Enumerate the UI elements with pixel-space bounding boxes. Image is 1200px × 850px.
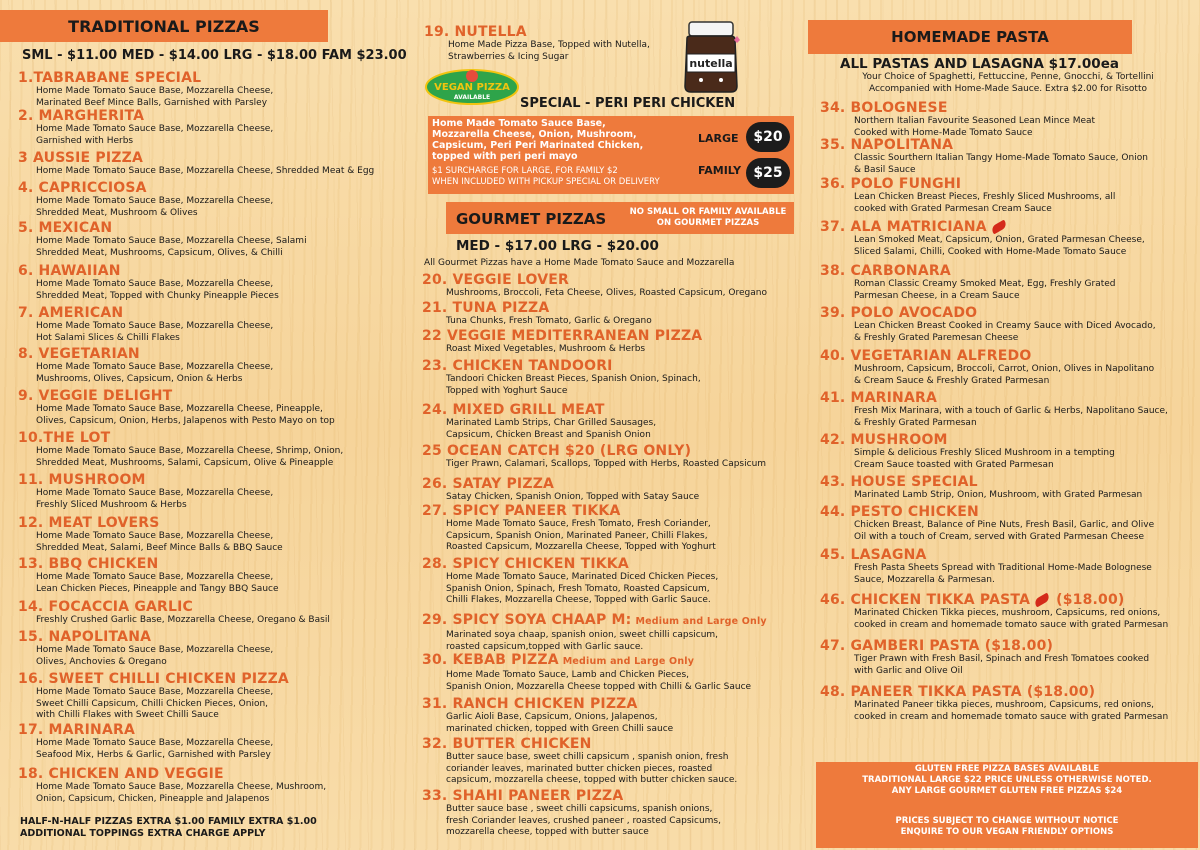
- menu-item-title: [18, 766, 408, 782]
- pasta-item: [820, 474, 1200, 502]
- pasta-item: [820, 638, 1200, 677]
- traditional-pizza-item: [18, 150, 408, 178]
- menu-item-title-text: 16. SWEET CHILLI CHICKEN PIZZA: [18, 671, 289, 687]
- menu-item-title-text: 42. MUSHROOM: [820, 432, 948, 448]
- menu-item-title-text: 44. PESTO CHICKEN: [820, 504, 979, 520]
- menu-item-title-text: 26. SATAY PIZZA: [422, 476, 555, 492]
- menu-item-title: [18, 671, 408, 687]
- pasta-item: [820, 263, 1200, 302]
- pasta-item: [820, 137, 1200, 176]
- menu-item-title-text: 20. VEGGIE LOVER: [422, 272, 570, 288]
- menu-item-title-text: 21. TUNA PIZZA: [422, 300, 550, 316]
- menu-item-price: ($18.00): [1056, 592, 1125, 608]
- traditional-pizza-item: [18, 346, 408, 385]
- gourmet-pizza-item: [422, 443, 812, 471]
- traditional-pizza-item: [18, 305, 408, 344]
- traditional-pizza-item: [18, 722, 408, 761]
- menu-item-title-text: 27. SPICY PANEER TIKKA: [422, 503, 621, 519]
- menu-item-desc: Lean Chicken Breast Cooked in Creamy Sauce with Diced Avocado, & Freshly Grated Paremesan Cheese: [854, 321, 1156, 343]
- menu-item-title: [18, 388, 408, 404]
- traditional-pizza-item: [18, 108, 408, 147]
- pasta-item: [820, 348, 1200, 387]
- menu-item-title: [18, 556, 408, 572]
- menu-item-title-text: 25 OCEAN CATCH $20 (LRG ONLY): [422, 443, 692, 459]
- gourmet-pizza-item: [422, 358, 812, 397]
- menu-item-title-text: 35. NAPOLITANA: [820, 137, 954, 153]
- menu-item-title-text: 47. GAMBERI PASTA ($18.00): [820, 638, 1054, 654]
- menu-item-desc: Home Made Pizza Base, Topped with Nutella, Strawberries & Icing Sugar: [448, 40, 650, 62]
- gourmet-pizza-item: [422, 328, 812, 356]
- gourmet-pizza-item: [422, 476, 812, 504]
- gourmet-pizza-item: [422, 556, 812, 607]
- menu-item-title: [18, 70, 408, 86]
- menu-item-desc: Home Made Tomato Sauce Base, Mozzarella Cheese, Olives, Anchovies & Oregano: [36, 645, 274, 667]
- menu-item-title-text: 46. CHICKEN TIKKA PASTA: [820, 592, 1031, 608]
- menu-item-title: [820, 684, 1200, 700]
- menu-item-title-text: 48. PANEER TIKKA PASTA ($18.00): [820, 684, 1096, 700]
- menu-item-desc: Classic Sourthern Italian Tangy Home-Made Tomato Sauce, Onion & Basil Sauce: [854, 153, 1148, 175]
- menu-item-desc: Home Made Tomato Sauce Base, Mozzarella Cheese, Mushroom, Onion, Capsicum, Chicken, Pineapple and Jalapenos: [36, 782, 327, 804]
- menu-item-title: [422, 476, 812, 492]
- menu-item-title: [422, 788, 812, 804]
- traditional-footer-note: HALF-N-HALF PIZZAS EXTRA $1.00 FAMILY EXTRA $1.00 ADDITIONAL TOPPINGS EXTRA CHARGE APPLY: [20, 816, 317, 839]
- menu-item-title-text: 1.TABRABANE SPECIAL: [18, 70, 202, 86]
- menu-item-desc: Lean Smoked Meat, Capsicum, Onion, Grated Parmesan Cheese, Sliced Salami, Chilli, Cooked with Home-Made Tomato Sauce: [854, 235, 1145, 257]
- gourmet-pizza-item: [422, 300, 812, 328]
- gluten-free-info-box: [816, 762, 1198, 848]
- menu-item-desc: Home Made Tomato Sauce Base, Mozzarella Cheese, Shredded Meat, Topped with Chunky Pineapple Pieces: [36, 279, 279, 301]
- menu-item-title-text: 18. CHICKEN AND VEGGIE: [18, 766, 224, 782]
- vegan-badge-line2: AVAILABLE: [453, 94, 491, 101]
- menu-item-title: 19. NUTELLA: [424, 24, 527, 40]
- menu-item-title-text: 41. MARINARA: [820, 390, 937, 406]
- traditional-pizza-item: [18, 388, 408, 427]
- pasta-item: [820, 432, 1200, 471]
- menu-item-size-note: Medium and Large Only: [562, 656, 695, 667]
- pasta-item: [820, 504, 1200, 543]
- traditional-pizza-item: [18, 599, 408, 627]
- menu-item-title: [422, 652, 812, 670]
- menu-item-title-text: 2. MARGHERITA: [18, 108, 145, 124]
- pasta-item: [820, 684, 1200, 723]
- menu-item-title-text: 24. MIXED GRILL MEAT: [422, 402, 605, 418]
- traditional-pizza-item: [18, 430, 408, 469]
- traditional-pizza-item: [18, 180, 408, 219]
- gourmet-pizza-item: [422, 612, 812, 653]
- menu-item-title: [820, 100, 1200, 116]
- traditional-pizza-item: [18, 629, 408, 668]
- menu-item-title: [18, 263, 408, 279]
- menu-item-title-text: 13. BBQ CHICKEN: [18, 556, 159, 572]
- menu-item-desc: Chicken Breast, Balance of Pine Nuts, Fresh Basil, Garlic, and Olive Oil with a touch of Cream, served with Grated Parmesan Cheese: [854, 520, 1155, 542]
- menu-item-title-text: 40. VEGETARIAN ALFREDO: [820, 348, 1032, 364]
- menu-item-title-text: 45. LASAGNA: [820, 547, 927, 563]
- pasta-header: HOMEMADE PASTA: [808, 20, 1132, 54]
- menu-item-desc: Freshly Crushed Garlic Base, Mozzarella Cheese, Oregano & Basil: [36, 615, 330, 625]
- menu-item-title: [18, 220, 408, 236]
- menu-item-title-text: 29. SPICY SOYA CHAAP M:: [422, 612, 632, 628]
- menu-item-title: [422, 300, 812, 316]
- menu-item-size-note: Medium and Large Only: [635, 616, 767, 627]
- menu-item-desc: Home Made Tomato Sauce Base, Mozzarella Cheese, Shredded Meat, Mushroom & Olives: [36, 196, 274, 218]
- menu-item-desc: Home Made Tomato Sauce Base, Mozzarella Cheese, Garnished with Herbs: [36, 124, 274, 146]
- menu-item-desc: Home Made Tomato Sauce Base, Mozzarella Cheese, Lean Chicken Pieces, Pineapple and Tangy BBQ Sauce: [36, 572, 279, 594]
- special-peri-peri-box: [428, 116, 794, 194]
- menu-item-desc: Home Made Tomato Sauce Base, Mozzarella Cheese, Shrimp, Onion, Shredded Meat, Mushrooms, Salami, Capsicum, Olive & Pineapple: [36, 446, 344, 468]
- gourmet-subtitle: All Gourmet Pizzas have a Home Made Tomato Sauce and Mozzarella: [424, 258, 735, 268]
- menu-item-title-text: 7. AMERICAN: [18, 305, 124, 321]
- menu-item-title: [422, 402, 812, 418]
- menu-item-title: [820, 305, 1200, 321]
- menu-item-desc: Marinated Lamb Strip, Onion, Mushroom, with Grated Parmesan: [854, 490, 1143, 500]
- menu-item-desc: Satay Chicken, Spanish Onion, Topped with Satay Sauce: [446, 492, 700, 502]
- special-large-price: $20: [746, 122, 790, 152]
- menu-item-nutella: [424, 24, 814, 63]
- special-desc: Home Made Tomato Sauce Base, Mozzarella Cheese, Onion, Mushroom, Capsicum, Peri Peri Marinated Chicken, topped with peri peri mayo: [432, 118, 644, 162]
- menu-item-title-text: 31. RANCH CHICKEN PIZZA: [422, 696, 638, 712]
- menu-item-title-text: 32. BUTTER CHICKEN: [422, 736, 592, 752]
- menu-item-desc: Home Made Tomato Sauce, Marinated Diced Chicken Pieces, Spanish Onion, Spinach, Fresh Tomato, Roasted Capsicum, Chilli Flakes, Mozzarella Cheese, Topped with Garlic Sauce.: [446, 572, 719, 605]
- menu-item-title-text: 33. SHAHI PANEER PIZZA: [422, 788, 624, 804]
- special-title: SPECIAL - PERI PERI CHICKEN: [520, 96, 736, 111]
- menu-item-desc: Mushroom, Capsicum, Broccoli, Carrot, Onion, Olives in Napolitano & Cream Sauce & Freshly Grated Parmesan: [854, 364, 1155, 386]
- menu-item-title: [820, 176, 1200, 192]
- menu-item-title-text: 22 VEGGIE MEDITERRANEAN PIZZA: [422, 328, 703, 344]
- menu-item-desc: Marinated soya chaap, spanish onion, sweet chilli capsicum, roasted capsicum,topped with Garlic sauce.: [446, 630, 719, 652]
- traditional-pizza-item: [18, 766, 408, 805]
- menu-item-desc: Fresh Mix Marinara, with a touch of Garlic & Herbs, Napolitano Sauce, & Freshly Grated Parmesan: [854, 406, 1168, 428]
- gluten-free-note: GLUTEN FREE PIZZA BASES AVAILABLE TRADITIONAL LARGE $22 PRICE UNLESS OTHERWISE NOTED. ANY LARGE GOURMET GLUTEN FREE PIZZAS $24: [862, 764, 1152, 796]
- menu-item-title-text: 11. MUSHROOM: [18, 472, 146, 488]
- menu-item-title-text: 6. HAWAIIAN: [18, 263, 121, 279]
- traditional-pizza-item: [18, 671, 408, 722]
- special-note: $1 SURCHARGE FOR LARGE, FOR FAMILY $2 WHEN INCLUDED WITH PICKUP SPECIAL OR DELIVERY: [432, 166, 660, 187]
- menu-item-title: [18, 472, 408, 488]
- menu-item-desc: Tandoori Chicken Breast Pieces, Spanish Onion, Spinach, Topped with Yoghurt Sauce: [446, 374, 701, 396]
- menu-item-title: [18, 629, 408, 645]
- menu-item-desc: Tiger Prawn with Fresh Basil, Spinach and Fresh Tomatoes cooked with Garlic and Olive Oil: [854, 654, 1150, 676]
- menu-item-desc: Butter sauce base , sweet chilli capsicums, spanish onions, fresh Coriander leaves, crushed paneer , roasted Capsicums, mozzarella cheese, topped with butter sauce: [446, 804, 721, 837]
- menu-item-desc: Tiger Prawn, Calamari, Scallops, Topped with Herbs, Roasted Capsicum: [446, 459, 767, 469]
- gourmet-pizza-item: [422, 402, 812, 441]
- menu-item-title-text: 28. SPICY CHICKEN TIKKA: [422, 556, 629, 572]
- traditional-pizza-item: [18, 263, 408, 302]
- menu-item-desc: Home Made Tomato Sauce Base, Mozzarella Cheese, Shredded Meat & Egg: [36, 166, 375, 176]
- gourmet-prices: MED - $17.00 LRG - $20.00: [456, 238, 659, 254]
- menu-item-desc: Roman Classic Creamy Smoked Meat, Egg, Freshly Grated Parmesan Cheese, in a Cream Sauce: [854, 279, 1116, 301]
- pasta-item: [820, 547, 1200, 586]
- menu-item-desc: Home Made Tomato Sauce Base, Mozzarella Cheese, Marinated Beef Mince Balls, Garnished with Parsley: [36, 86, 274, 108]
- menu-item-title: [820, 504, 1200, 520]
- pasta-item: [820, 592, 1200, 631]
- menu-item-title: [820, 219, 1200, 235]
- menu-item-title: [820, 547, 1200, 563]
- menu-item-desc: Roast Mixed Vegetables, Mushroom & Herbs: [446, 344, 646, 354]
- pasta-item: [820, 219, 1200, 258]
- menu-item-title-text: 5. MEXICAN: [18, 220, 113, 236]
- pasta-item: [820, 100, 1200, 139]
- menu-item-title-text: 38. CARBONARA: [820, 263, 951, 279]
- traditional-pizza-item: [18, 515, 408, 554]
- gourmet-pizzas-header-box: [446, 202, 794, 234]
- menu-item-title-text: 15. NAPOLITANA: [18, 629, 152, 645]
- menu-item-desc: Lean Chicken Breast Pieces, Freshly Sliced Mushrooms, all cooked with Grated Parmesan Cream Sauce: [854, 192, 1116, 214]
- pasta-subtitle: Your Choice of Spaghetti, Fettuccine, Penne, Gnocchi, & Tortellini Accompanied with Home-Made Sauce. Extra $2.00 for Risotto: [862, 72, 1154, 94]
- menu-item-title: [820, 390, 1200, 406]
- menu-item-title: [422, 443, 812, 459]
- menu-item-title: [422, 556, 812, 572]
- vegan-pizza-badge: [424, 68, 520, 106]
- special-family-label: FAMILY: [698, 164, 742, 177]
- menu-item-title: [820, 592, 1200, 608]
- menu-item-desc: Marinated Paneer tikka pieces, mushroom, Capsicums, red onions, cooked in cream and homemade tomato sauce with grated Parmesan: [854, 700, 1169, 722]
- gourmet-pizza-item: [422, 503, 812, 554]
- menu-item-title-text: 17. MARINARA: [18, 722, 135, 738]
- menu-item-desc: Home Made Tomato Sauce Base, Mozzarella Cheese, Salami Shredded Meat, Mushrooms, Capsicum, Olives, & Chilli: [36, 236, 307, 258]
- prices-disclaimer: PRICES SUBJECT TO CHANGE WITHOUT NOTICE ENQUIRE TO OUR VEGAN FRIENDLY OPTIONS: [895, 816, 1119, 837]
- menu-item-title: [422, 612, 812, 630]
- menu-item-title-text: 9. VEGGIE DELIGHT: [18, 388, 173, 404]
- nutella-jar-icon: [681, 20, 741, 94]
- menu-item-title: [820, 137, 1200, 153]
- menu-item-title: [820, 638, 1200, 654]
- menu-item-desc: Home Made Tomato Sauce, Fresh Tomato, Fresh Coriander, Capsicum, Spanish Onion, Marinated Paneer, Chilli Flakes, Roasted Capsicum, Mozzarella Cheese, Topped with Yoghurt: [446, 519, 716, 552]
- menu-item-title: [18, 430, 408, 446]
- menu-item-desc: Home Made Tomato Sauce Base, Mozzarella Cheese, Sweet Chilli Capsicum, Chilli Chicken Pieces, Onion, with Chilli Flakes with Sweet Chilli Sauce: [36, 687, 274, 720]
- menu-item-title: [18, 722, 408, 738]
- menu-item-title: [18, 599, 408, 615]
- menu-item-desc: Home Made Tomato Sauce, Lamb and Chicken Pieces, Spanish Onion, Mozzarella Cheese topped with Chilli & Garlic Sauce: [446, 670, 752, 692]
- menu-item-title-text: 12. MEAT LOVERS: [18, 515, 160, 531]
- menu-item-title: [820, 348, 1200, 364]
- gourmet-pizzas-header: GOURMET PIZZAS: [456, 210, 607, 228]
- menu-item-title: [820, 474, 1200, 490]
- menu-item-desc: Fresh Pasta Sheets Spread with Traditional Home-Made Bolognese Sauce, Mozzarella & Parmesan.: [854, 563, 1152, 585]
- pasta-item: [820, 176, 1200, 215]
- menu-item-title-text: 36. POLO FUNGHI: [820, 176, 962, 192]
- menu-item-title-text: 39. POLO AVOCADO: [820, 305, 978, 321]
- menu-item-desc: Simple & delicious Freshly Sliced Mushroom in a tempting Cream Sauce toasted with Grated Parmesan: [854, 448, 1115, 470]
- menu-item-desc: Northern Italian Favourite Seasoned Lean Mince Meat Cooked with Home-Made Tomato Sauce: [854, 116, 1096, 138]
- gourmet-pizza-item: [422, 272, 812, 300]
- pasta-item: [820, 305, 1200, 344]
- menu-item-desc: Home Made Tomato Sauce Base, Mozzarella Cheese, Seafood Mix, Herbs & Garlic, Garnished with Parsley: [36, 738, 274, 760]
- menu-item-desc: Home Made Tomato Sauce Base, Mozzarella Cheese, Mushrooms, Olives, Capsicum, Onion & Herbs: [36, 362, 274, 384]
- pasta-item: [820, 390, 1200, 429]
- special-large-label: LARGE: [698, 132, 739, 145]
- traditional-pizza-item: [18, 70, 408, 109]
- menu-item-title-text: 14. FOCACCIA GARLIC: [18, 599, 194, 615]
- menu-item-desc: Marinated Chicken Tikka pieces, mushroom, Capsicums, red onions, cooked in cream and homemade tomato sauce with grated Parmesan: [854, 608, 1169, 630]
- vegan-badge-line1: VEGAN PIZZA: [434, 82, 510, 93]
- menu-item-title-text: 43. HOUSE SPECIAL: [820, 474, 978, 490]
- menu-item-title: [18, 305, 408, 321]
- menu-item-title: [820, 263, 1200, 279]
- menu-item-desc: Home Made Tomato Sauce Base, Mozzarella Cheese, Pineapple, Olives, Capsicum, Onion, Herbs, Jalapenos with Pesto Mayo on top: [36, 404, 335, 426]
- menu-item-title-text: 37. ALA MATRICIANA: [820, 219, 987, 235]
- menu-item-title-text: 30. KEBAB PIZZA: [422, 652, 559, 668]
- special-family-price: $25: [746, 158, 790, 188]
- traditional-pizza-item: [18, 220, 408, 259]
- menu-item-title-text: 8. VEGETARIAN: [18, 346, 140, 362]
- gourmet-pizza-item: [422, 652, 812, 693]
- menu-item-desc: Home Made Tomato Sauce Base, Mozzarella Cheese, Freshly Sliced Mushroom & Herbs: [36, 488, 274, 510]
- pasta-prices: ALL PASTAS AND LASAGNA $17.00ea: [840, 56, 1119, 72]
- menu-item-title: [18, 346, 408, 362]
- menu-item-title-text: 34. BOLOGNESE: [820, 100, 948, 116]
- traditional-pizzas-header: TRADITIONAL PIZZAS: [0, 10, 328, 42]
- menu-item-title: [422, 328, 812, 344]
- gourmet-pizza-item: [422, 696, 812, 735]
- menu-item-title: [422, 272, 812, 288]
- menu-item-title-text: 10.THE LOT: [18, 430, 111, 446]
- menu-item-title: [18, 150, 408, 166]
- menu-item-title-text: 4. CAPRICCIOSA: [18, 180, 147, 196]
- menu-item-title: [422, 503, 812, 519]
- menu-item-desc: Butter sauce base, sweet chilli capsicum , spanish onion, fresh coriander leaves, marinated butter chicken pieces, roasted capsicum, mozzarella cheese, topped with butter chicken sauce.: [446, 752, 738, 785]
- menu-item-title: [422, 696, 812, 712]
- menu-item-title: [18, 180, 408, 196]
- menu-item-title: [422, 736, 812, 752]
- menu-item-title-text: 23. CHICKEN TANDOORI: [422, 358, 613, 374]
- menu-item-title: [18, 515, 408, 531]
- menu-item-desc: Tuna Chunks, Fresh Tomato, Garlic & Oregano: [446, 316, 652, 326]
- menu-item-title: [18, 108, 408, 124]
- traditional-pizza-item: [18, 472, 408, 511]
- chili-icon: [1033, 593, 1051, 608]
- menu-item-desc: Garlic Aioli Base, Capsicum, Onions, Jalapenos, marinated chicken, topped with Green Chilli sauce: [446, 712, 674, 734]
- traditional-prices: SML - $11.00 MED - $14.00 LRG - $18.00 FAM $23.00: [22, 48, 407, 63]
- gourmet-note: NO SMALL OR FAMILY AVAILABLE ON GOURMET PIZZAS: [629, 207, 787, 228]
- menu-item-desc: Home Made Tomato Sauce Base, Mozzarella Cheese, Shredded Meat, Salami, Beef Mince Balls & BBQ Sauce: [36, 531, 283, 553]
- gourmet-pizza-item: [422, 736, 812, 787]
- menu-item-title-text: 3 AUSSIE PIZZA: [18, 150, 143, 166]
- menu-item-title: [422, 358, 812, 374]
- nutella-jar-label: nutella: [689, 57, 733, 70]
- menu-item-desc: Marinated Lamb Strips, Char Grilled Sausages, Capsicum, Chicken Breast and Spanish Onion: [446, 418, 657, 440]
- menu-item-desc: Home Made Tomato Sauce Base, Mozzarella Cheese, Hot Salami Slices & Chilli Flakes: [36, 321, 274, 343]
- menu-item-desc: Mushrooms, Broccoli, Feta Cheese, Olives, Roasted Capsicum, Oregano: [446, 288, 767, 298]
- traditional-pizza-item: [18, 556, 408, 595]
- menu-item-title: [820, 432, 1200, 448]
- gourmet-pizza-item: [422, 788, 812, 839]
- chili-icon: [990, 220, 1008, 235]
